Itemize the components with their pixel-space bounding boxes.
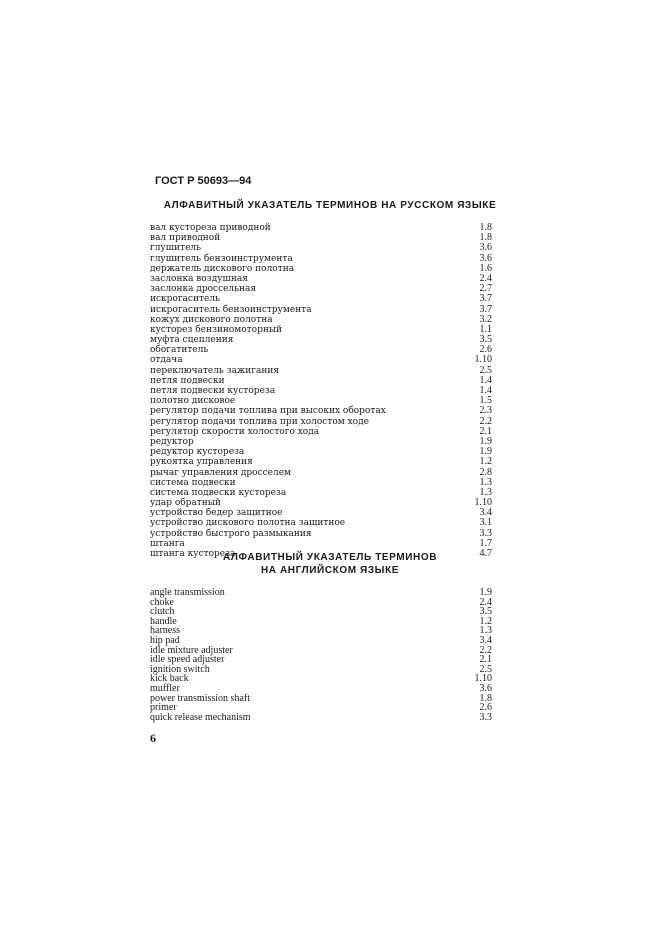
term-text: кожух дискового полотна bbox=[150, 314, 273, 325]
term-section-number: 1.2 bbox=[479, 456, 492, 468]
term-text: петля подвески кустореза bbox=[150, 386, 276, 396]
term-row bbox=[150, 386, 492, 396]
term-section-number: 1.6 bbox=[479, 262, 492, 274]
term-row bbox=[150, 223, 492, 233]
term-text: устройство быстрого размыкания bbox=[150, 528, 312, 539]
term-row bbox=[150, 447, 492, 457]
term-section-number: 3.7 bbox=[479, 293, 492, 305]
term-text: глушитель bbox=[150, 243, 202, 254]
term-row bbox=[150, 626, 492, 636]
term-section-number: 1.9 bbox=[479, 446, 492, 458]
term-section-number: 3.2 bbox=[479, 313, 492, 325]
term-text: устройство дискового полотна защитное bbox=[150, 518, 346, 529]
term-section-number: 1.8 bbox=[479, 692, 492, 704]
term-row bbox=[150, 254, 492, 264]
term-section-number: 1.1 bbox=[479, 323, 492, 335]
term-section-number: 2.2 bbox=[479, 415, 492, 427]
term-section-number: 3.6 bbox=[479, 242, 492, 254]
term-text: кусторез бензиномоторный bbox=[150, 324, 283, 335]
term-section-number: 1.4 bbox=[479, 385, 492, 396]
term-section-number: 4.7 bbox=[479, 548, 492, 559]
term-section-number: 3.1 bbox=[479, 517, 492, 529]
term-text: primer bbox=[150, 702, 177, 714]
term-section-number: 3.3 bbox=[479, 711, 492, 723]
document-header: ГОСТ Р 50693—94 bbox=[155, 175, 252, 187]
term-text: clutch bbox=[150, 606, 175, 618]
term-section-number: 2.2 bbox=[479, 644, 492, 656]
term-text: полотно дисковое bbox=[150, 396, 236, 407]
term-text: редуктор bbox=[150, 436, 194, 447]
term-text: штанга bbox=[150, 538, 185, 549]
term-section-number: 2.6 bbox=[479, 702, 492, 714]
term-section-number: 1.5 bbox=[479, 395, 492, 407]
term-row bbox=[150, 607, 492, 617]
term-section-number: 2.1 bbox=[479, 425, 492, 437]
term-section-number: 1.9 bbox=[479, 587, 492, 598]
term-row bbox=[150, 539, 492, 549]
term-text: заслонка воздушная bbox=[150, 273, 248, 284]
term-text: idle speed adjuster bbox=[150, 654, 225, 666]
term-row bbox=[150, 345, 492, 355]
term-row bbox=[150, 468, 492, 478]
term-row bbox=[150, 529, 492, 539]
term-row bbox=[150, 457, 492, 467]
term-row bbox=[150, 674, 492, 684]
term-text: hip pad bbox=[150, 634, 180, 646]
term-section-number: 3.3 bbox=[479, 527, 492, 539]
term-row bbox=[150, 233, 492, 243]
term-row bbox=[150, 305, 492, 315]
term-row bbox=[150, 598, 492, 608]
term-section-number: 1.3 bbox=[479, 625, 492, 637]
term-row bbox=[150, 665, 492, 675]
term-section-number: 1.2 bbox=[479, 615, 492, 627]
term-text: power transmission shaft bbox=[150, 692, 250, 704]
term-text: handle bbox=[150, 615, 177, 627]
english-index-title-line2: НА АНГЛИЙСКОМ ЯЗЫКЕ bbox=[260, 565, 400, 576]
term-text: choke bbox=[150, 596, 174, 608]
term-row bbox=[150, 376, 492, 386]
term-row bbox=[150, 243, 492, 253]
term-row bbox=[150, 264, 492, 274]
term-text: регулятор подачи топлива при холостом ходе bbox=[150, 416, 369, 427]
term-text: петля подвески bbox=[150, 375, 225, 386]
term-section-number: 1.8 bbox=[479, 232, 492, 244]
term-section-number: 2.4 bbox=[479, 272, 492, 284]
term-section-number: 2.7 bbox=[479, 283, 492, 295]
term-section-number: 1.9 bbox=[479, 435, 492, 447]
term-text: глушитель бензоинструмента bbox=[150, 253, 293, 264]
term-row bbox=[150, 437, 492, 447]
term-text: muffler bbox=[150, 682, 180, 694]
english-index-title-line1: АЛФАВИТНЫЙ УКАЗАТЕЛЬ ТЕРМИНОВ bbox=[222, 552, 438, 563]
term-row bbox=[150, 617, 492, 627]
term-text: редуктор кустореза bbox=[150, 447, 245, 458]
term-section-number: 3.6 bbox=[479, 252, 492, 264]
term-text: quick release mechanism bbox=[150, 711, 251, 723]
term-section-number: 1.10 bbox=[474, 354, 492, 366]
term-section-number: 2.5 bbox=[479, 663, 492, 675]
term-row bbox=[150, 427, 492, 437]
english-term-list bbox=[150, 588, 492, 722]
term-row bbox=[150, 325, 492, 335]
term-section-number: 2.6 bbox=[479, 344, 492, 356]
term-section-number: 1.3 bbox=[479, 476, 492, 488]
term-row bbox=[150, 417, 492, 427]
term-section-number: 3.5 bbox=[479, 334, 492, 346]
term-row bbox=[150, 694, 492, 704]
term-text: ignition switch bbox=[150, 663, 210, 675]
term-text: рукоятка управления bbox=[150, 457, 253, 468]
term-row bbox=[150, 713, 492, 723]
term-text: регулятор подачи топлива при высоких оборотах bbox=[150, 406, 386, 417]
term-section-number: 2.4 bbox=[479, 596, 492, 608]
term-section-number: 1.10 bbox=[474, 497, 492, 509]
term-row bbox=[150, 335, 492, 345]
term-text: отдача bbox=[150, 355, 183, 366]
term-text: idle mixture adjuster bbox=[150, 644, 233, 656]
term-section-number: 2.3 bbox=[479, 405, 492, 417]
term-text: переключатель зажигания bbox=[150, 365, 279, 376]
term-section-number: 1.10 bbox=[474, 673, 492, 685]
term-row bbox=[150, 274, 492, 284]
term-text: искрогаситель bbox=[150, 294, 220, 305]
term-section-number: 2.1 bbox=[479, 654, 492, 666]
term-row bbox=[150, 518, 492, 528]
term-text: kick back bbox=[150, 673, 189, 685]
term-row bbox=[150, 284, 492, 294]
russian-term-list bbox=[150, 223, 492, 559]
term-section-number: 1.7 bbox=[479, 537, 492, 549]
term-row bbox=[150, 396, 492, 406]
term-section-number: 3.6 bbox=[479, 682, 492, 694]
term-row bbox=[150, 488, 492, 498]
term-text: система подвески кустореза bbox=[150, 487, 287, 498]
term-text: устройство бедер защитное bbox=[150, 508, 283, 519]
term-row bbox=[150, 498, 492, 508]
term-row bbox=[150, 406, 492, 416]
term-text: искрогаситель бензоинструмента bbox=[150, 304, 312, 315]
term-section-number: 1.4 bbox=[479, 374, 492, 386]
russian-index-title: АЛФАВИТНЫЙ УКАЗАТЕЛЬ ТЕРМИНОВ НА РУССКОМ ЯЗЫКЕ bbox=[163, 200, 497, 211]
term-text: муфта сцепления bbox=[150, 335, 234, 346]
page-number: 6 bbox=[150, 731, 156, 745]
term-section-number: 3.4 bbox=[479, 634, 492, 646]
term-text: система подвески bbox=[150, 477, 236, 488]
term-text: рычаг управления дросселем bbox=[150, 467, 292, 478]
term-section-number: 3.4 bbox=[479, 507, 492, 519]
term-row bbox=[150, 478, 492, 488]
term-text: штанга кустореза bbox=[150, 549, 236, 559]
term-section-number: 1.8 bbox=[479, 222, 492, 233]
term-section-number: 2.5 bbox=[479, 364, 492, 376]
term-text: harness bbox=[150, 625, 180, 637]
term-text: регулятор скорости холостого хода bbox=[150, 426, 320, 437]
term-text: angle transmission bbox=[150, 587, 225, 598]
term-row bbox=[150, 315, 492, 325]
term-row bbox=[150, 294, 492, 304]
term-text: удар обратный bbox=[150, 498, 221, 509]
term-text: заслонка дроссельная bbox=[150, 284, 257, 295]
term-text: вал кустореза приводной bbox=[150, 223, 271, 233]
term-text: держатель дискового полотна bbox=[150, 263, 295, 274]
term-section-number: 2.8 bbox=[479, 466, 492, 478]
term-text: вал приводной bbox=[150, 233, 221, 244]
term-section-number: 3.5 bbox=[479, 606, 492, 618]
term-row bbox=[150, 366, 492, 376]
term-section-number: 1.3 bbox=[479, 486, 492, 498]
term-row bbox=[150, 588, 492, 598]
term-text: обогатитель bbox=[150, 345, 209, 356]
term-row bbox=[150, 508, 492, 518]
term-row bbox=[150, 355, 492, 365]
term-section-number: 3.7 bbox=[479, 303, 492, 315]
